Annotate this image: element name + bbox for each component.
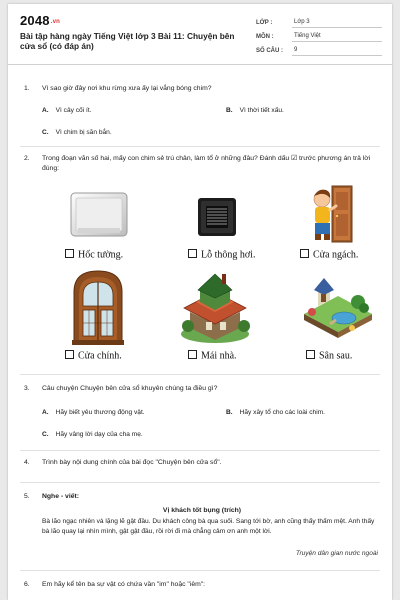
meta-value: Lớp 3 [292,19,382,28]
option-letter: B. [226,107,233,114]
option-text: Vì chim bị săn bắn. [55,129,112,136]
question-5 [24,492,380,502]
divider [20,374,380,375]
wall-niche-image [68,190,130,240]
choice-san-sau[interactable] [306,350,352,362]
option-text: Vì cây cối ít. [55,107,92,114]
q1-option-b[interactable] [226,106,284,116]
meta-key: LỚP : [256,20,273,26]
option-text: Vì thời tiết xấu. [239,107,284,114]
question-number: 6. [24,581,30,588]
question-number: 3. [24,385,30,392]
checkbox[interactable] [65,249,74,258]
q3-option-c[interactable] [42,430,143,440]
story-source: Truyện dân gian nước ngoài [295,550,378,557]
main-door-image [70,268,126,346]
boy-at-door-image [304,182,356,246]
q3-option-a[interactable] [42,408,145,418]
question-label: Nghe - viết: [42,493,80,500]
question-text: Trình bày nội dung chính của bài đọc "Chuyện bên cửa sổ". [42,459,222,466]
option-text: Hãy xây tổ cho các loài chim. [239,409,325,416]
choice-label: Lỗ thông hơi. [201,249,256,261]
divider [20,570,380,571]
checkbox[interactable] [188,350,197,359]
meta-row-count [256,42,382,56]
meta-value: 9 [292,47,382,56]
question-number: 2. [24,155,30,162]
choice-hoc-tuong[interactable] [65,249,123,261]
worksheet-header [8,4,392,65]
q1-option-a[interactable] [42,106,92,116]
choice-lo-thong-hoi[interactable] [188,249,255,261]
choice-label: Sân sau. [319,350,353,362]
meta-row-class [256,14,382,28]
question-6 [24,580,380,590]
choice-label: Mái nhà. [201,350,237,362]
option-letter: C. [42,129,49,136]
roof-house-image [176,268,254,346]
backyard-image [300,268,376,346]
meta-table [256,14,382,56]
q3-option-b[interactable] [226,408,325,418]
question-4 [24,458,380,468]
meta-value: Tiếng Việt [292,33,382,42]
choice-label: Cửa chính. [78,350,122,362]
meta-key: MÔN : [256,34,274,40]
option-text: Hãy vâng lời dạy của cha mẹ. [55,431,143,438]
divider [20,146,380,147]
meta-key: SỐ CÂU : [256,48,283,54]
choice-cua-chinh[interactable] [65,350,122,362]
question-2 [24,154,380,174]
choice-label: Hốc tường. [78,249,124,261]
choice-cua-ngach[interactable] [300,249,358,261]
question-number: 1. [24,85,30,92]
q1-option-c[interactable] [42,128,112,138]
question-number: 5. [24,493,30,500]
logo-main: 2048 [20,13,50,28]
question-text: Câu chuyện Chuyện bên cửa sổ khuyên chúng ta điều gì? [42,385,218,392]
document-title: Bài tập hàng ngày Tiếng Việt lớp 3 Bài 11: Chuyện bên cửa sổ (có đáp án) [20,31,235,51]
question-3 [24,384,380,394]
option-text: Hãy biết yêu thương động vật. [55,409,145,416]
air-vent-image [196,196,238,238]
site-logo[interactable] [20,13,60,28]
option-letter: C. [42,431,49,438]
question-text: Trong đoạn văn số hai, mấy con chim sẻ trú chân, làm tổ ở những đâu? Đánh dấu ☑ trước phương án trả lời đúng: [42,155,371,172]
option-letter: A. [42,409,49,416]
question-text: Vì sao giờ đây nơi khu rừng xưa ấy lại vắng bóng chim? [42,85,212,92]
logo-suffix: .vn [50,19,61,25]
story-title: Vị khách tốt bụng (trích) [162,507,242,514]
checkbox[interactable] [188,249,197,258]
worksheet-page [8,4,392,600]
divider [20,450,380,451]
question-number: 4. [24,459,30,466]
checkbox[interactable] [65,350,74,359]
choice-label: Cửa ngách. [313,249,359,261]
question-1 [24,84,380,94]
question-text: Em hãy kể tên ba sự vật có chứa vần "im" hoặc "iêm": [42,581,206,588]
checkbox[interactable] [300,249,309,258]
checkbox[interactable] [306,350,315,359]
option-letter: B. [226,409,233,416]
meta-row-subject [256,28,382,42]
choice-mai-nha[interactable] [188,350,237,362]
story-paragraph: Bà lão ngạc nhiên và lặng lẽ gật đầu. Du khách công bà qua suối. Sang tới bờ, anh cũng thấy thấm mệt. Anh thấy bà lão quay lại nhìn mình, gật gật đầu, rồi rời đi mà chẳng cảm ơn anh một lời. [42,518,375,535]
divider [20,482,380,483]
option-letter: A. [42,107,49,114]
